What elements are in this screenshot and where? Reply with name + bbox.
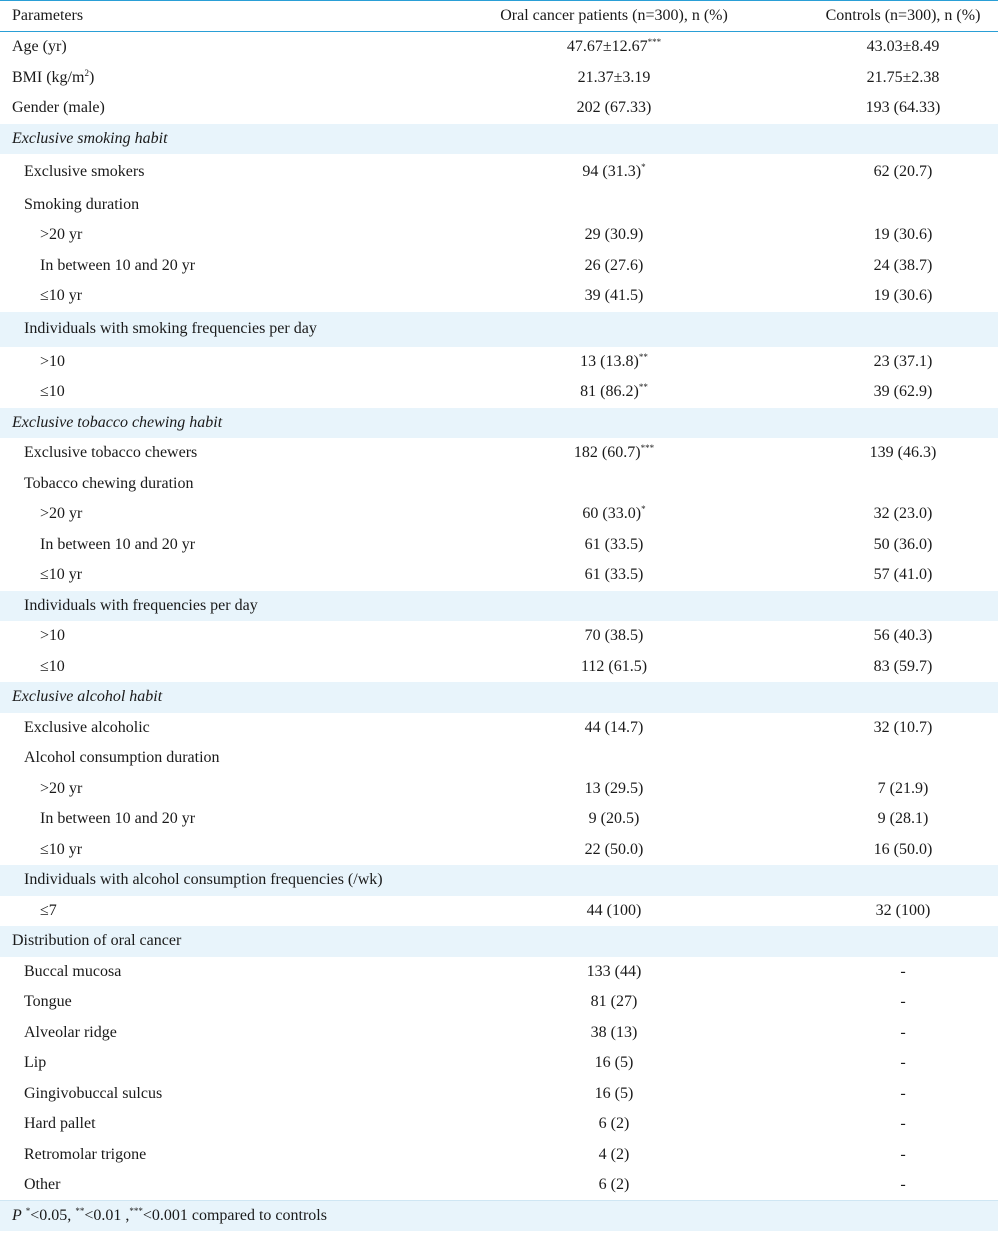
patients-value (420, 1140, 808, 1170)
controls-value-text: 9 (28.1) (877, 810, 929, 827)
controls-value (808, 1170, 998, 1201)
row-label (0, 32, 420, 63)
row-label-text: Retromolar trigone (24, 1145, 147, 1163)
controls-value-text: - (900, 1023, 906, 1041)
table-row (0, 713, 998, 743)
patients-value-text: 22 (50.0) (584, 840, 644, 858)
row-label (0, 1109, 420, 1140)
row-label-text: Exclusive alcohol habit (12, 688, 163, 705)
patients-value (420, 1170, 808, 1201)
table-row (0, 124, 998, 154)
patients-value (420, 591, 808, 621)
row-label-text: Gingivobuccal sulcus (24, 1084, 163, 1102)
controls-value-text: 83 (59.7) (873, 657, 933, 675)
row-label-text: >10 (40, 352, 66, 370)
row-label (0, 926, 420, 957)
table-row (0, 896, 998, 926)
patients-value-text: 47.67±12.67 (566, 38, 648, 56)
controls-value (808, 312, 998, 347)
table-row (0, 1079, 998, 1109)
row-label (0, 621, 420, 652)
table-row (0, 1140, 998, 1170)
patients-value-text: 21.37±3.19 (577, 68, 651, 86)
patients-value-text: 81 (86.2) (580, 383, 639, 400)
row-label-text: Exclusive tobacco chewing habit (12, 413, 223, 431)
controls-value (808, 1048, 998, 1079)
table-row (0, 63, 998, 93)
row-label-text: ≤10 yr (40, 566, 83, 583)
row-label-text: >20 yr (40, 226, 83, 243)
row-label-text: Hard pallet (24, 1115, 96, 1132)
patients-value (420, 621, 808, 652)
controls-value (808, 713, 998, 743)
controls-value (808, 804, 998, 835)
row-label (0, 1140, 420, 1170)
patients-value-text: 16 (5) (594, 1054, 634, 1071)
table-row (0, 1170, 998, 1201)
patients-value-text: 44 (14.7) (584, 718, 644, 736)
controls-value (808, 530, 998, 560)
row-label (0, 63, 420, 93)
row-label-text: Alveolar ridge (24, 1023, 117, 1041)
patients-value-text: 60 (33.0) (582, 505, 642, 522)
table-row (0, 591, 998, 621)
patients-value (420, 251, 808, 281)
controls-value-text: 7 (21.9) (877, 779, 929, 797)
row-label (0, 124, 420, 154)
controls-value (808, 124, 998, 154)
patients-value-text: 182 (60.7) (573, 444, 641, 461)
patients-value (420, 926, 808, 957)
patients-value-text: 29 (30.9) (584, 226, 644, 243)
patients-value-text: 6 (2) (598, 1175, 630, 1193)
footnote-p: P (12, 1207, 22, 1224)
patients-value (420, 560, 808, 591)
controls-value (808, 32, 998, 63)
row-label-text: Lip (24, 1054, 47, 1071)
patients-value-text: 13 (13.8) (580, 352, 639, 370)
header-controls: Controls (n=300), n (%) (808, 1, 998, 32)
row-label-text: Exclusive tobacco chewers (24, 444, 198, 461)
patients-value (420, 190, 808, 220)
controls-value-text: 23 (37.1) (873, 352, 933, 370)
controls-value-text: 57 (41.0) (873, 566, 933, 583)
table-row (0, 1018, 998, 1048)
row-label (0, 652, 420, 682)
patients-value (420, 713, 808, 743)
patients-value-text: 16 (5) (594, 1084, 634, 1102)
patients-value (420, 987, 808, 1018)
controls-value-text: 39 (62.9) (873, 383, 933, 400)
row-label-text: ≤10 (40, 383, 65, 400)
controls-value (808, 987, 998, 1018)
row-label-text: Individuals with frequencies per day (24, 596, 258, 614)
controls-value-text: 50 (36.0) (873, 535, 933, 553)
controls-value-text: 19 (30.6) (873, 287, 933, 304)
patients-value-text: 70 (38.5) (584, 627, 644, 644)
controls-value-text: - (900, 962, 906, 980)
controls-value (808, 1079, 998, 1109)
patients-value-text: 44 (100) (586, 901, 642, 919)
row-label-text: BMI (kg/m (12, 68, 85, 86)
controls-value (808, 347, 998, 377)
table-row (0, 281, 998, 312)
row-label-text: >10 (40, 627, 66, 644)
controls-value (808, 865, 998, 896)
table-row (0, 621, 998, 652)
significance-mark: *** (647, 37, 662, 48)
table-row (0, 774, 998, 804)
table-row (0, 220, 998, 251)
row-label-text: Buccal mucosa (24, 962, 122, 980)
patients-value (420, 124, 808, 154)
table-row (0, 190, 998, 220)
table-row (0, 499, 998, 530)
row-label (0, 93, 420, 124)
patients-value (420, 896, 808, 926)
patients-value-text: 202 (67.33) (576, 99, 652, 116)
controls-value (808, 377, 998, 408)
row-label-text: Exclusive smoking habit (12, 129, 168, 147)
controls-value (808, 63, 998, 93)
footnote-text-2: <0.01 , (84, 1207, 130, 1224)
row-label (0, 469, 420, 499)
significance-mark: ** (638, 382, 648, 392)
table-row (0, 835, 998, 865)
row-label (0, 774, 420, 804)
controls-value (808, 1018, 998, 1048)
row-label-text: ≤10 yr (40, 840, 83, 858)
patients-value (420, 32, 808, 63)
patients-value (420, 1109, 808, 1140)
row-label-superscript: 2 (84, 67, 89, 78)
patients-value (420, 154, 808, 190)
row-label (0, 438, 420, 469)
row-label (0, 408, 420, 438)
row-label (0, 530, 420, 560)
controls-value (808, 499, 998, 530)
row-label (0, 499, 420, 530)
controls-value (808, 190, 998, 220)
controls-value-text: 139 (46.3) (869, 444, 937, 461)
table-row (0, 560, 998, 591)
patients-value-text: 13 (29.5) (584, 779, 644, 797)
row-label-text: Age (yr) (12, 38, 67, 56)
patients-value (420, 408, 808, 438)
row-label-text: In between 10 and 20 yr (40, 256, 196, 274)
controls-value-text: - (900, 1175, 906, 1193)
row-label (0, 251, 420, 281)
patients-value (420, 1048, 808, 1079)
controls-value-text: 32 (10.7) (873, 718, 933, 736)
row-label (0, 1048, 420, 1079)
controls-value (808, 220, 998, 251)
table-row (0, 93, 998, 124)
controls-value-text: 32 (100) (875, 901, 931, 919)
row-label (0, 312, 420, 347)
patients-value (420, 347, 808, 377)
row-label-text: >20 yr (40, 505, 83, 522)
controls-value-text: 24 (38.7) (873, 256, 933, 274)
significance-mark: *** (640, 443, 655, 453)
table-row (0, 408, 998, 438)
table-row (0, 1109, 998, 1140)
footnote-mark-3: *** (129, 1206, 143, 1216)
controls-value-text: 43.03±8.49 (866, 38, 940, 56)
patients-value (420, 682, 808, 713)
row-label (0, 220, 420, 251)
row-label-text: Other (24, 1175, 61, 1193)
patients-value-text: 61 (33.5) (584, 535, 644, 553)
controls-value (808, 281, 998, 312)
patients-value (420, 469, 808, 499)
significance-mark: ** (638, 351, 648, 362)
controls-value (808, 251, 998, 281)
table-body (0, 32, 998, 1201)
controls-value-text: - (900, 993, 906, 1010)
controls-value (808, 93, 998, 124)
table-row (0, 957, 998, 987)
table-row (0, 926, 998, 957)
table-row (0, 154, 998, 190)
controls-value (808, 1140, 998, 1170)
row-label-text: Gender (male) (12, 99, 105, 116)
controls-value (808, 560, 998, 591)
patients-value (420, 835, 808, 865)
patients-value-text: 38 (13) (590, 1023, 638, 1041)
table-row (0, 469, 998, 499)
controls-value-text: 21.75±2.38 (866, 68, 940, 86)
header-oral-cancer-patients: Oral cancer patients (n=300), n (%) (420, 1, 808, 32)
table-row (0, 347, 998, 377)
patients-value-text: 133 (44) (586, 962, 642, 980)
patients-value-text: 6 (2) (598, 1115, 630, 1132)
row-label-text: >20 yr (40, 779, 83, 797)
controls-value-text: - (900, 1145, 906, 1163)
row-label-text: Exclusive alcoholic (24, 718, 150, 736)
controls-value (808, 835, 998, 865)
row-label-text: Individuals with alcohol consumption frequencies (/wk) (24, 871, 383, 888)
patients-value-text: 81 (27) (590, 993, 638, 1010)
row-label-tail: ) (88, 68, 95, 86)
row-label-text: Exclusive smokers (24, 162, 145, 180)
row-label (0, 377, 420, 408)
footnote (0, 1201, 998, 1232)
patients-value (420, 1018, 808, 1048)
footnote-row (0, 1201, 998, 1232)
patients-value (420, 499, 808, 530)
controls-value-text: 16 (50.0) (873, 840, 933, 858)
row-label-text: ≤10 yr (40, 287, 83, 304)
patients-value (420, 93, 808, 124)
table-row (0, 251, 998, 281)
header-row (0, 1, 998, 32)
controls-value (808, 926, 998, 957)
row-label-text: Smoking duration (24, 195, 140, 213)
patients-value (420, 312, 808, 347)
patients-value (420, 530, 808, 560)
patients-value (420, 774, 808, 804)
row-label (0, 560, 420, 591)
controls-value (808, 652, 998, 682)
row-label-text: ≤7 (40, 901, 57, 919)
table-row (0, 682, 998, 713)
controls-value-text: - (900, 1084, 906, 1102)
row-label (0, 835, 420, 865)
controls-value (808, 438, 998, 469)
patients-value-text: 61 (33.5) (584, 566, 644, 583)
row-label-text: ≤10 (40, 657, 65, 675)
row-label (0, 804, 420, 835)
row-label (0, 682, 420, 713)
controls-value (808, 743, 998, 774)
table-row (0, 652, 998, 682)
table-row (0, 377, 998, 408)
row-label-text: In between 10 and 20 yr (40, 810, 196, 827)
controls-value (808, 774, 998, 804)
row-label-text: Tongue (24, 993, 72, 1010)
controls-value (808, 896, 998, 926)
patients-value (420, 377, 808, 408)
table-row (0, 530, 998, 560)
controls-value-text: - (900, 1054, 906, 1071)
controls-value-text: 32 (23.0) (873, 505, 933, 522)
significance-mark: * (641, 504, 646, 514)
patients-value (420, 652, 808, 682)
patients-value (420, 281, 808, 312)
controls-value-text: - (900, 1115, 906, 1132)
row-label (0, 281, 420, 312)
patients-value-text: 94 (31.3) (582, 162, 642, 180)
controls-value (808, 621, 998, 652)
row-label-text: Tobacco chewing duration (24, 474, 194, 492)
table-row (0, 743, 998, 774)
table-row (0, 312, 998, 347)
row-label (0, 987, 420, 1018)
row-label (0, 591, 420, 621)
patients-value (420, 220, 808, 251)
patients-value (420, 804, 808, 835)
patients-value (420, 743, 808, 774)
row-label (0, 154, 420, 190)
controls-value (808, 408, 998, 438)
controls-value (808, 591, 998, 621)
row-label-text: Alcohol consumption duration (24, 749, 220, 766)
row-label (0, 1170, 420, 1201)
row-label (0, 1079, 420, 1109)
patients-value (420, 63, 808, 93)
controls-value-text: 62 (20.7) (873, 162, 933, 180)
controls-value (808, 154, 998, 190)
patients-value (420, 865, 808, 896)
controls-value-text: 193 (64.33) (865, 99, 941, 116)
footnote-mark-2: ** (75, 1206, 85, 1216)
footnote-text-1: <0.05, (30, 1207, 76, 1224)
controls-value-text: 19 (30.6) (873, 226, 933, 243)
table-row (0, 32, 998, 63)
significance-mark: * (641, 161, 646, 172)
header-parameters: Parameters (0, 1, 420, 32)
table-row (0, 1048, 998, 1079)
patients-value-text: 39 (41.5) (584, 287, 644, 304)
patients-value (420, 438, 808, 469)
footnote-mark-1: * (25, 1206, 31, 1216)
controls-value (808, 1109, 998, 1140)
table-row (0, 987, 998, 1018)
patients-value-text: 26 (27.6) (584, 256, 644, 274)
patients-value (420, 957, 808, 987)
controls-value (808, 469, 998, 499)
patients-value (420, 1079, 808, 1109)
table-row (0, 804, 998, 835)
row-label (0, 896, 420, 926)
table-row (0, 438, 998, 469)
row-label (0, 190, 420, 220)
row-label (0, 743, 420, 774)
row-label (0, 1018, 420, 1048)
row-label (0, 865, 420, 896)
controls-value (808, 957, 998, 987)
patients-value-text: 9 (20.5) (588, 810, 640, 827)
patients-value-text: 112 (61.5) (580, 657, 648, 675)
footnote-text-3: <0.001 compared to controls (142, 1207, 327, 1224)
row-label-text: Distribution of oral cancer (12, 932, 182, 949)
row-label-text: In between 10 and 20 yr (40, 535, 196, 553)
row-label (0, 347, 420, 377)
row-label (0, 957, 420, 987)
controls-value-text: 56 (40.3) (873, 627, 933, 644)
row-label-text: Individuals with smoking frequencies per day (24, 320, 317, 337)
row-label (0, 713, 420, 743)
table-row (0, 865, 998, 896)
controls-value (808, 682, 998, 713)
patients-value-text: 4 (2) (598, 1145, 630, 1163)
